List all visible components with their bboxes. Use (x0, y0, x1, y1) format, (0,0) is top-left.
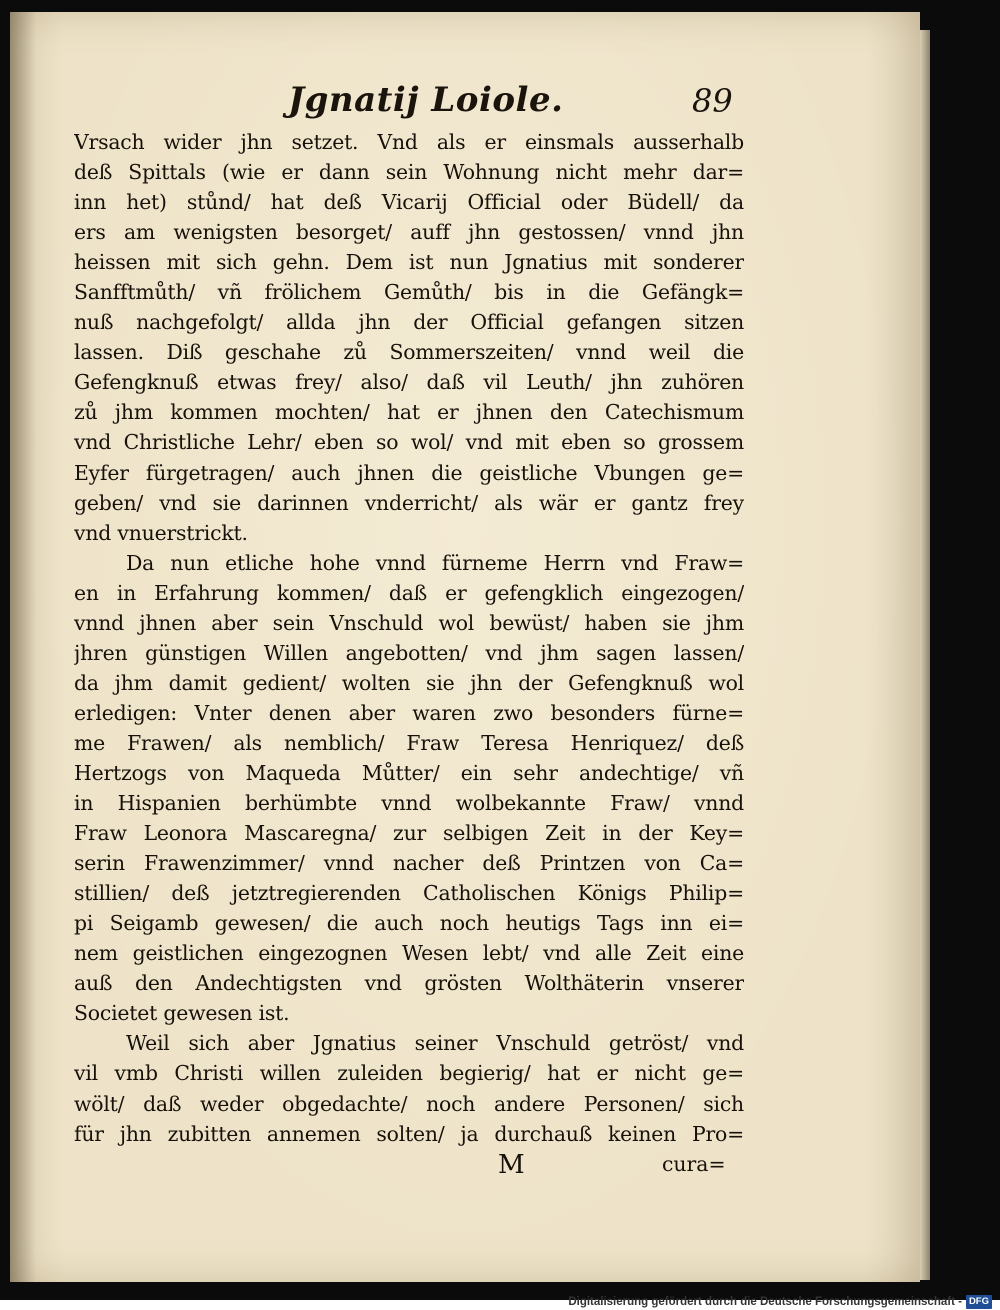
text-line: zů jhm kommen mochten/ hat er jhnen den Catechismum (74, 400, 744, 425)
text-line: vnd vnuerstrickt. (74, 520, 248, 545)
text-line: in Hispanien berhümbte vnnd wolbekannte Fraw/ vnnd (74, 791, 744, 816)
text-line: Weil sich aber Jgnatius seiner Vnschuld getröst/ vnd (126, 1031, 744, 1056)
page-gutter-shadow (10, 12, 36, 1282)
text-line: serin Frawenzimmer/ vnnd nacher deß Printzen von Ca= (74, 851, 744, 876)
text-line: für jhn zubitten annemen solten/ ja durchauß keinen Pro= (74, 1121, 744, 1146)
text-line: deß Spittals (wie er dann sein Wohnung nicht mehr dar= (74, 160, 744, 185)
dfg-logo: DFG (966, 1295, 992, 1309)
text-line: Sanfftmůth/ vñ frölichem Gemůth/ bis in die Gefängk= (74, 280, 744, 305)
text-line: Vrsach wider jhn setzet. Vnd als er einsmals ausserhalb (74, 130, 744, 154)
text-line: Da nun etliche hohe vnnd fürneme Herrn vnd Fraw= (126, 550, 744, 575)
page-footer (10, 1150, 920, 1186)
text-line: Fraw Leonora Mascaregna/ zur selbigen Zeit in der Key= (74, 821, 744, 846)
text-line: nuß nachgefolgt/ allda jhn der Official gefangen sitzen (74, 310, 744, 335)
next-page-edge (920, 30, 930, 1280)
text-line: nem geistlichen eingezognen Wesen lebt/ vnd alle Zeit eine (74, 941, 744, 966)
catchword: cura= (662, 1152, 726, 1176)
text-line: lassen. Diß geschahe zů Sommerszeiten/ vnnd weil die (74, 340, 744, 365)
running-title: Jgnatij Loiole. (288, 80, 564, 120)
book-page (10, 12, 920, 1282)
text-line: heissen mit sich gehn. Dem ist nun Jgnatius mit sonderer (74, 250, 744, 275)
text-line: ers am wenigsten besorget/ auff jhn gestossen/ vnnd jhn (74, 220, 744, 245)
text-line: erledigen: Vnter denen aber waren zwo besonders fürne= (74, 700, 744, 725)
text-line: Eyfer fürgetragen/ auch jhnen die geistliche Vbungen ge= (74, 460, 744, 485)
text-line: jhren günstigen Willen angebotten/ vnd jhm sagen lassen/ (74, 640, 744, 665)
text-line: Societet gewesen ist. (74, 1001, 290, 1026)
digitization-credit (568, 1294, 992, 1310)
text-line: Gefengknuß etwas frey/ also/ daß vil Leuth/ jhn zuhören (74, 370, 744, 395)
signature-mark: M (498, 1150, 525, 1180)
text-line: pi Seigamb gewesen/ die auch noch heutigs Tags inn ei= (74, 911, 744, 936)
text-line: vil vmb Christi willen zuleiden begierig/ hat er nicht ge= (74, 1061, 744, 1086)
text-line: wölt/ daß weder obgedachte/ noch andere Personen/ sich (74, 1091, 744, 1116)
text-line: en in Erfahrung kommen/ daß er gefengklich eingezogen/ (74, 580, 744, 605)
text-line: Hertzogs von Maqueda Můtter/ ein sehr andechtige/ vñ (74, 760, 744, 785)
body-text (74, 127, 744, 1149)
text-line: auß den Andechtigsten vnd grösten Wolthäterin vnserer (74, 971, 744, 996)
text-line: da jhm damit gedient/ wolten sie jhn der Gefengknuß wol (74, 670, 744, 695)
running-head (10, 80, 920, 130)
text-line: stillien/ deß jetztregierenden Catholischen Königs Philip= (74, 881, 744, 906)
page-number: 89 (692, 82, 733, 120)
credit-text: Digitalisierung gefördert durch die Deutsche Forschungsgemeinschaft - (568, 1296, 962, 1308)
text-line: me Frawen/ als nemblich/ Fraw Teresa Henriquez/ deß (74, 730, 744, 755)
text-line: vnnd jhnen aber sein Vnschuld wol bewüst/ haben sie jhm (74, 610, 744, 635)
text-line: inn het) stůnd/ hat deß Vicarij Official oder Büdell/ da (74, 190, 744, 215)
text-line: vnd Christliche Lehr/ eben so wol/ vnd mit eben so grossem (74, 430, 744, 455)
text-line: geben/ vnd sie darinnen vnderricht/ als wär er gantz frey (74, 490, 744, 515)
